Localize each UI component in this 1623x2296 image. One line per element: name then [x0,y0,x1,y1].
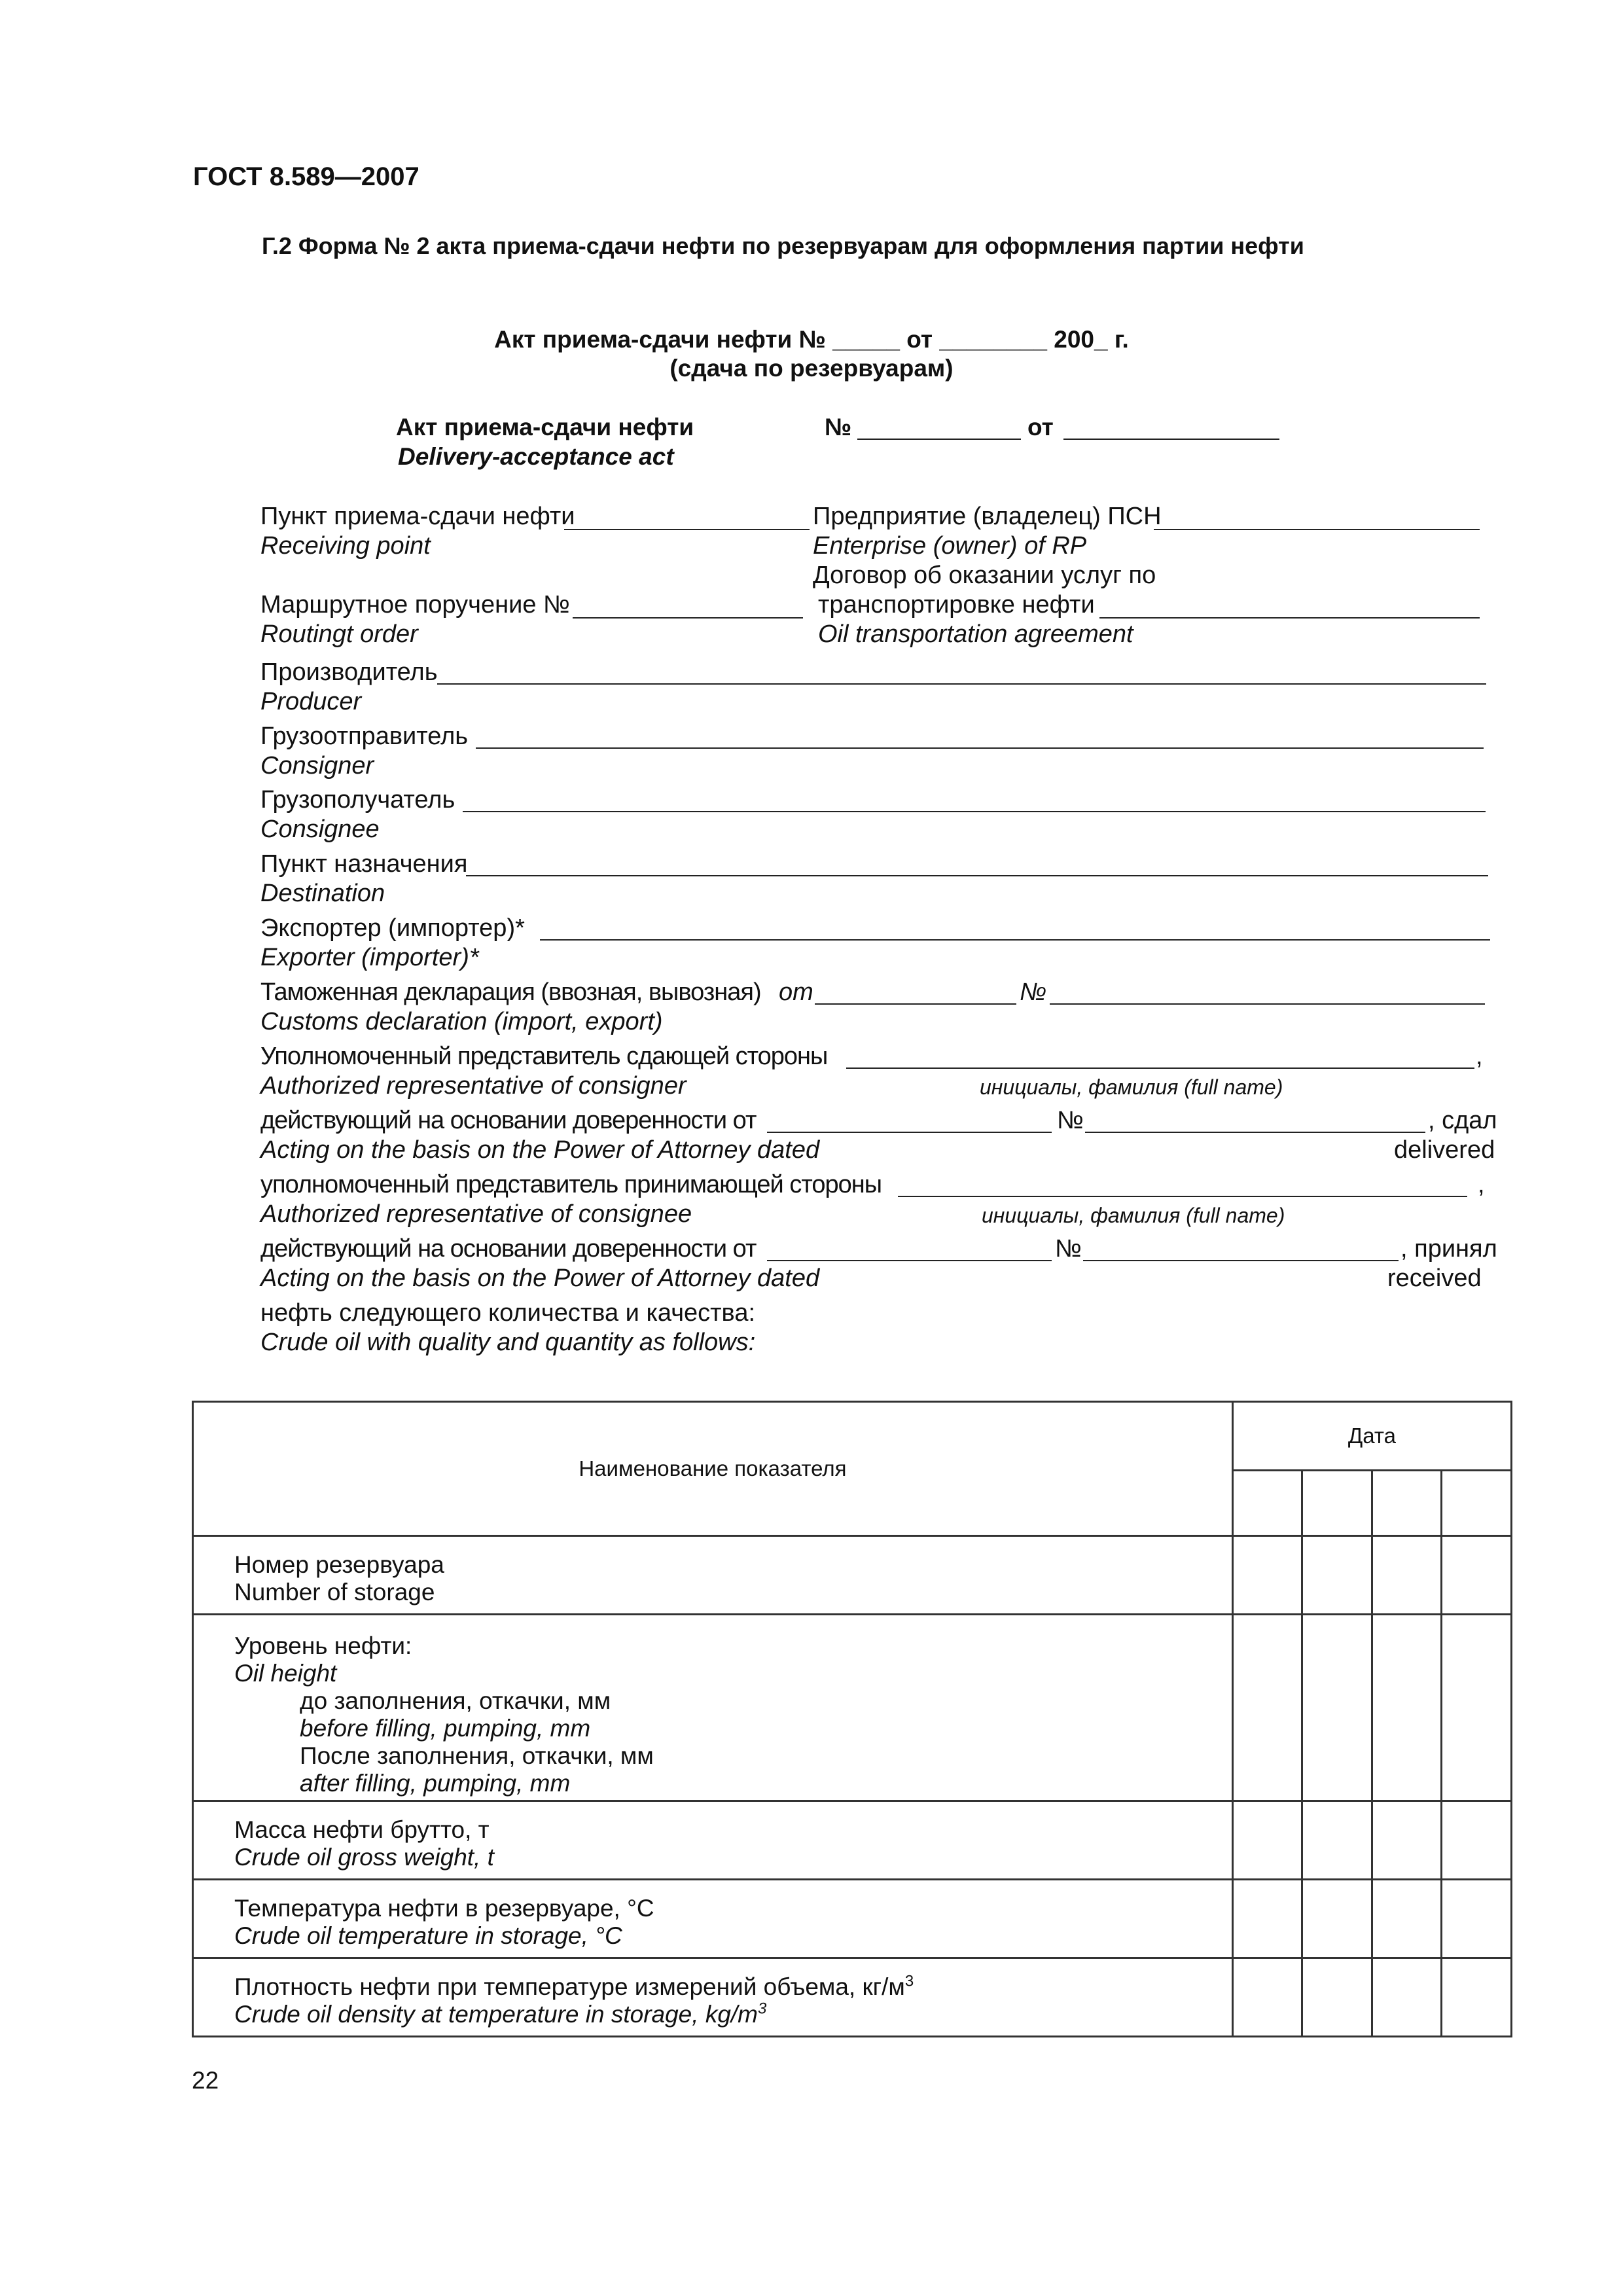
row-label-ru: Температура нефти в резервуаре, °С [234,1895,654,1922]
exporter-line[interactable] [540,939,1490,941]
consigner-label: Грузоотправитель [260,723,469,750]
customs-from-label: от [779,978,813,1006]
exporter-en: Exporter (importer)* [260,944,479,971]
value-cell[interactable] [1372,1958,1442,2037]
attorney-date-line-1[interactable] [767,1132,1052,1133]
row-sub1-ru: до заполнения, откачки, мм [300,1687,611,1714]
act-label-en: Delivery-acceptance act [398,443,674,470]
table-row [193,1958,1512,2037]
value-cell[interactable] [1372,1880,1442,1958]
auth-consigner-comma: , [1476,1043,1483,1070]
acting-label-1: действующий на основании доверенности от [260,1107,757,1134]
receiving-point-label: Пункт приема-сдачи нефти [260,503,575,530]
customs-date-line[interactable] [815,1003,1016,1005]
value-cell[interactable] [1232,1536,1302,1615]
superscript-3: 3 [758,2000,767,2018]
destination-line[interactable] [466,875,1488,876]
date-cell-3[interactable] [1372,1471,1442,1536]
consignee-en: Consignee [260,816,380,843]
delivered-en: delivered [1394,1136,1495,1164]
row-label-ru: Номер резервуара [234,1551,444,1578]
date-header [1232,1402,1511,1471]
row-sub1-en: before filling, pumping, mm [300,1715,591,1742]
date-header-text: Дата [1347,1424,1396,1448]
row-label-cell [193,1536,1233,1615]
row-label-cell [193,1958,1233,2037]
value-cell[interactable] [1372,1615,1442,1801]
standard-header: ГОСТ 8.589—2007 [193,162,419,191]
act-title-line1: Акт приема-сдачи нефти № _____ от ________ 200_ г. [494,326,1129,353]
full-name-hint-2: инициалы, фамилия (full name) [982,1204,1285,1227]
contract-en: Oil transportation agreement [818,620,1133,648]
destination-en: Destination [260,880,385,907]
closing-ru: нефть следующего количества и качества: [260,1299,756,1327]
receiving-point-en: Receiving point [260,532,431,560]
value-cell[interactable] [1302,1801,1372,1880]
date-cell-4[interactable] [1442,1471,1512,1536]
value-cell[interactable] [1232,1801,1302,1880]
auth-consigner-en: Authorized representative of consigner [260,1072,687,1100]
destination-label: Пункт назначения [260,850,468,878]
attorney-number-line-1[interactable] [1085,1132,1425,1133]
auth-consignee-line[interactable] [898,1196,1467,1197]
received-label: , принял [1400,1235,1497,1263]
contract-label-2: транспортировке нефти [818,591,1095,619]
date-cell-2[interactable] [1302,1471,1372,1536]
value-cell[interactable] [1442,1880,1512,1958]
auth-consignee-label: уполномоченный представитель принимающей стороны [260,1171,882,1198]
act-date-line[interactable] [1063,439,1279,440]
acting-label-2: действующий на основании доверенности от [260,1235,757,1263]
value-cell[interactable] [1302,1958,1372,2037]
customs-no-label: № [1020,978,1047,1006]
indicator-header-text: Наименование показателя [579,1456,847,1480]
routing-order-en: Routingt order [260,620,418,648]
value-cell[interactable] [1232,1880,1302,1958]
row-label-en: Crude oil gross weight, t [234,1844,494,1871]
value-cell[interactable] [1442,1536,1512,1615]
row-label-en: Crude oil temperature in storage, °С [234,1922,622,1949]
row-label-ru: Масса нефти брутто, т [234,1816,490,1843]
acting-en-1: Acting on the basis on the Power of Attorney dated [260,1136,820,1164]
full-name-hint-1: инициалы, фамилия (full name) [980,1075,1283,1099]
row-label-ru: Уровень нефти: [234,1632,412,1659]
consigner-line[interactable] [476,747,1484,749]
received-en: received [1387,1265,1482,1292]
attorney-date-line-2[interactable] [767,1260,1052,1261]
acting-en-2: Acting on the basis on the Power of Attorney dated [260,1265,820,1292]
enterprise-en: Enterprise (owner) of RP [813,532,1087,560]
value-cell[interactable] [1372,1801,1442,1880]
exporter-label: Экспортер (импортер)* [260,914,525,942]
enterprise-line[interactable] [1154,529,1480,530]
closing-en: Crude oil with quality and quantity as follows: [260,1329,756,1356]
table-row [193,1536,1512,1615]
consignee-label: Грузополучатель [260,786,455,814]
auth-consigner-line[interactable] [846,1067,1474,1069]
auth-consignee-comma: , [1478,1171,1485,1198]
value-cell[interactable] [1232,1958,1302,2037]
table-row [193,1615,1512,1801]
section-title: Г.2 Форма № 2 акта приема-сдачи нефти по резервуарам для оформления партии нефти [262,232,1304,259]
auth-consignee-en: Authorized representative of consignee [260,1200,692,1228]
act-from-label: от [1027,414,1054,440]
row-sub2-en: after filling, pumping, mm [300,1770,571,1797]
attorney-no-label-1: № [1057,1107,1084,1134]
table-row [193,1801,1512,1880]
delivered-label: , сдал [1428,1107,1497,1134]
customs-number-line[interactable] [1050,1003,1485,1005]
act-label-ru: Акт приема-сдачи нефти [396,414,694,440]
attorney-number-line-2[interactable] [1083,1260,1399,1261]
indicator-header [193,1402,1233,1536]
row-label-cell [193,1801,1233,1880]
superscript-3: 3 [904,1972,914,1990]
value-cell[interactable] [1442,1801,1512,1880]
row-label-en: Oil height [234,1660,337,1687]
receiving-point-line[interactable] [564,529,810,530]
value-cell[interactable] [1302,1880,1372,1958]
producer-en: Producer [260,688,362,715]
row-label-cell [193,1880,1233,1958]
page-number: 22 [192,2067,219,2094]
value-cell[interactable] [1442,1615,1512,1801]
value-cell[interactable] [1302,1536,1372,1615]
routing-order-label: Маршрутное поручение № [260,591,570,619]
date-cell-1[interactable] [1232,1471,1302,1536]
customs-en: Customs declaration (import, export) [260,1008,663,1035]
enterprise-label: Предприятие (владелец) ПСН [813,503,1162,530]
attorney-no-label-2: № [1055,1235,1082,1263]
contract-line[interactable] [1099,617,1480,619]
value-cell[interactable] [1442,1958,1512,2037]
value-cell[interactable] [1232,1615,1302,1801]
producer-label: Производитель [260,658,438,686]
value-cell[interactable] [1302,1615,1372,1801]
value-cell[interactable] [1372,1536,1442,1615]
contract-label-1: Договор об оказании услуг по [813,562,1156,589]
row-label-en: Number of storage [234,1579,435,1605]
row-label-ru: Плотность нефти при температуре измерений объема, кг/м [234,1973,905,2000]
row-label-en: Crude oil density at temperature in storage, kg/m [234,2001,758,2028]
act-number-label: № [825,414,852,440]
row-sub2-ru: После заполнения, откачки, мм [300,1742,654,1769]
row-label-cell [193,1615,1233,1801]
auth-consigner-label: Уполномоченный представитель сдающей стороны [260,1043,828,1070]
producer-line[interactable] [437,683,1486,685]
indicators-table [192,1401,1512,2037]
act-title-line2: (сдача по резервуарам) [669,355,954,382]
act-number-line[interactable] [857,439,1021,440]
consigner-en: Consigner [260,752,374,780]
customs-label: Таможенная декларация (ввозная, вывозная) [260,978,761,1006]
table-row [193,1880,1512,1958]
consignee-line[interactable] [463,811,1486,812]
routing-order-line[interactable] [573,617,803,619]
